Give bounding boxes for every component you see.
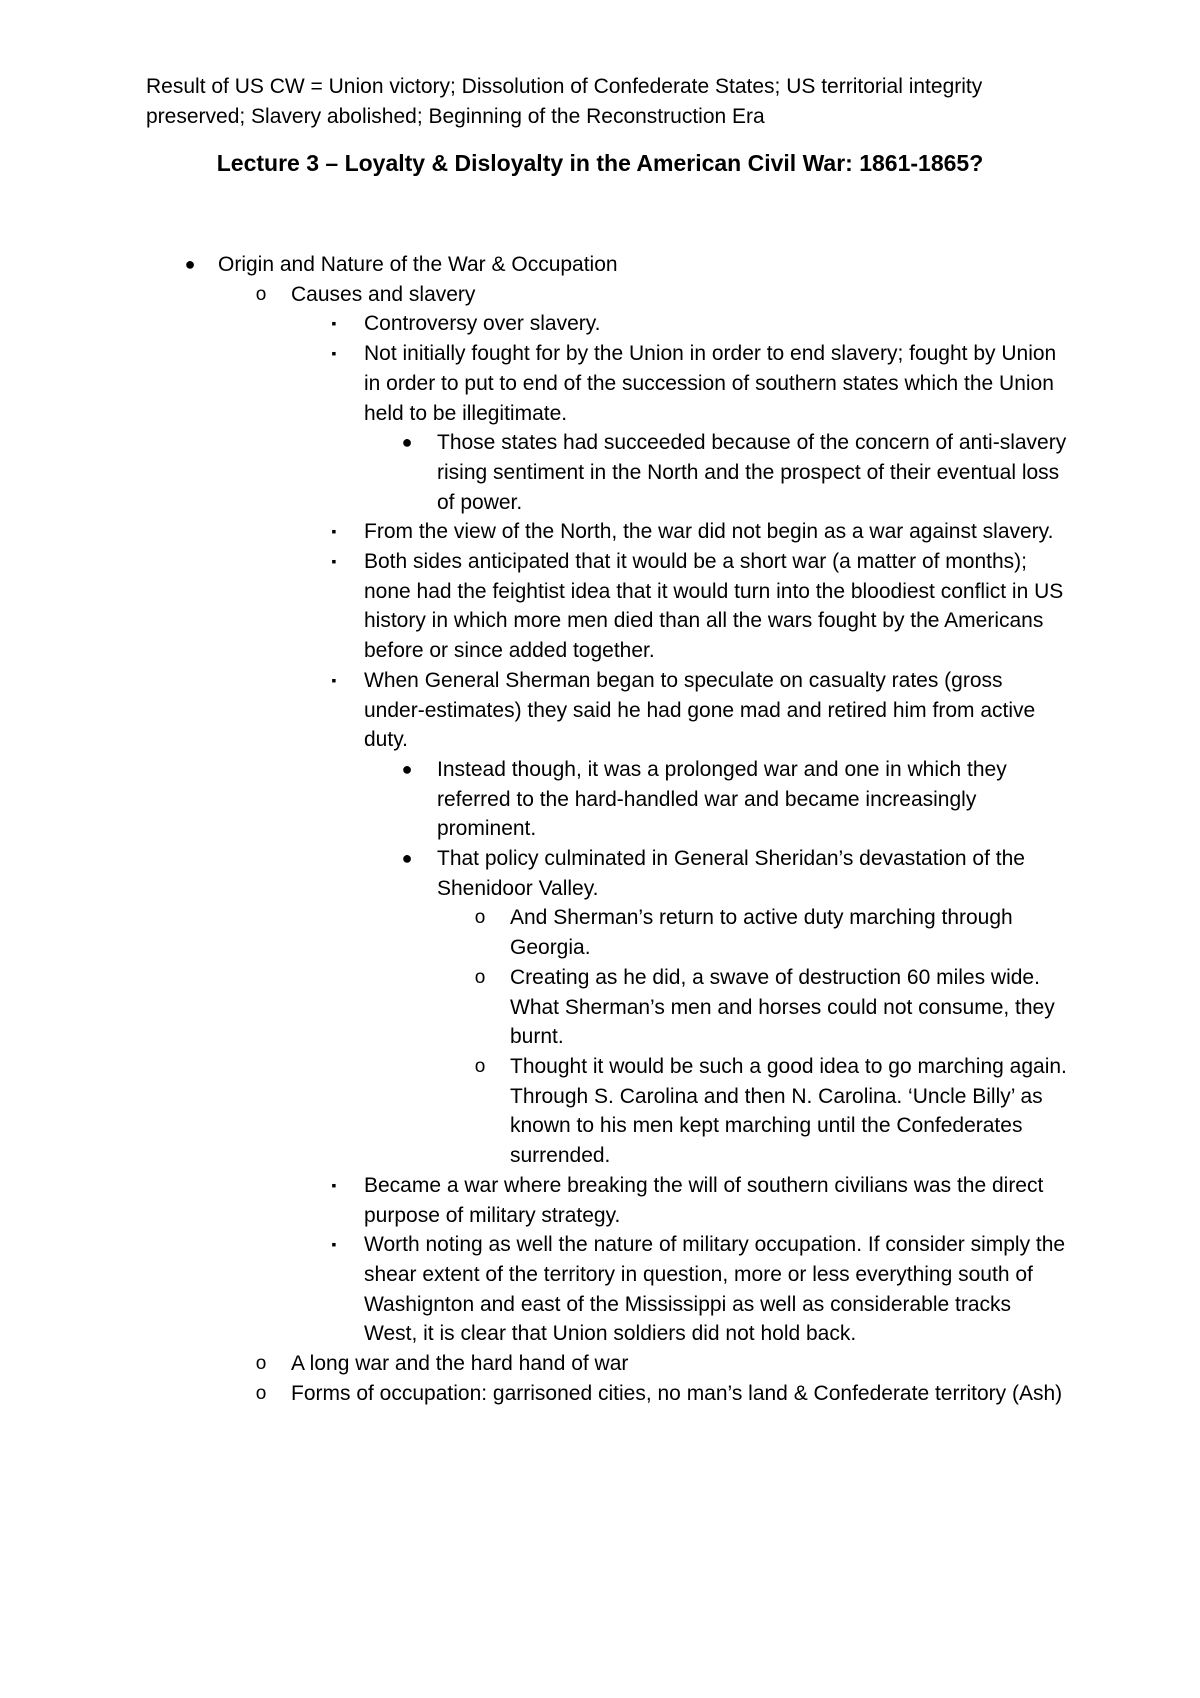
outline-item-level-2 <box>0 1349 1067 1379</box>
outline-item-level-4 <box>0 755 1067 844</box>
bullet-icon: ● <box>401 848 413 869</box>
outline-item-text: Worth noting as well the nature of military occupation. If consider simply the shear extent of the territory in question, more or less everything south of Washignton and east of the Mississippi as well as considerable tracks West, it is clear that Union soldiers did not hold back. <box>364 1233 1066 1346</box>
outline-item-text: Forms of occupation: garrisoned cities, no man’s land & Confederate territory (Ash) <box>291 1381 1063 1405</box>
page-title: Lecture 3 – Loyalty & Disloyalty in the American Civil War: 1861-1865? <box>216 150 984 176</box>
bullet-icon: ▪ <box>331 345 337 362</box>
outline-item-text: That policy culminated in General Sheridan’s devastation of the Shenidoor Valley. <box>437 847 1025 900</box>
outline-item-level-3 <box>0 1171 1067 1230</box>
bullet-icon: ● <box>401 432 413 453</box>
intro-summary: Result of US CW = Union victory; Dissolution of Confederate States; US territorial integrity preserved; Slavery abolished; Beginning of the Reconstruction Era <box>146 75 983 128</box>
outline-item-level-3 <box>0 1230 1067 1349</box>
outline-item-level-5 <box>0 903 1067 962</box>
outline-item-text: A long war and the hard hand of war <box>291 1352 629 1376</box>
bullet-icon: o <box>255 1353 267 1375</box>
outline-item-text: Creating as he did, a swave of destruction 60 miles wide. What Sherman’s men and horses could not consume, they burnt. <box>510 965 1055 1049</box>
bullet-icon: o <box>474 1055 486 1077</box>
outline-item-text: Both sides anticipated that it would be a short war (a matter of months); none had the feightist idea that it would turn into the bloodiest conflict in US history in which more men died than all the wars fought by the Americans before or since added together. <box>364 550 1064 663</box>
bullet-icon: o <box>474 966 486 988</box>
outline-item-text: Instead though, it was a prolonged war and one in which they referred to the hard-handled war and became increasingly prominent. <box>437 757 1007 841</box>
bullet-icon: ● <box>184 254 196 274</box>
outline-item-text: Became a war where breaking the will of southern civilians was the direct purpose of military strategy. <box>364 1173 1044 1227</box>
bullet-icon: o <box>474 907 486 929</box>
bullet-icon: ▪ <box>331 1236 337 1253</box>
outline-item-text: Not initially fought for by the Union in order to end slavery; fought by Union in order to put to end of the succession of southern states which the Union held to be illegitimate. <box>364 342 1057 425</box>
outline-item-level-4 <box>0 844 1067 903</box>
bullet-icon: ● <box>401 758 413 779</box>
bullet-icon: ▪ <box>331 553 337 570</box>
outline-item-level-5 <box>0 1052 1067 1171</box>
outline-item-level-3 <box>0 666 1067 755</box>
bullet-icon: ▪ <box>331 1176 337 1193</box>
outline-item-level-3 <box>0 517 1067 547</box>
outline-item-level-1 <box>0 250 1068 280</box>
outline-item-text: Controversy over slavery. <box>364 312 601 336</box>
outline-item-level-3 <box>0 547 1067 666</box>
outline-item-text: Origin and Nature of the War & Occupation <box>218 253 618 276</box>
bullet-icon: o <box>255 1382 267 1404</box>
bullet-icon: ▪ <box>331 671 337 688</box>
bullet-icon: ▪ <box>331 523 337 540</box>
outline-item-text: From the view of the North, the war did not begin as a war against slavery. <box>364 520 1054 544</box>
outline-item-level-3 <box>0 309 1067 339</box>
outline-item-level-3 <box>0 339 1067 428</box>
outline-item-text: Causes and slavery <box>291 282 476 306</box>
outline-item-text: And Sherman’s return to active duty marching through Georgia. <box>510 906 1013 960</box>
bullet-icon: o <box>255 283 267 305</box>
outline-item-text: When General Sherman began to speculate on casualty rates (gross under-estimates) they said he had gone mad and retired him from active duty. <box>364 668 1036 752</box>
outline-item-text: Thought it would be such a good idea to go marching again. Through S. Carolina and then N. Carolina. ‘Uncle Billy’ as known to his men kept marching until the Confederates surrended. <box>510 1054 1067 1168</box>
outline-item-level-2 <box>0 280 1067 310</box>
outline-item-text: Those states had succeeded because of the concern of anti-slavery rising sentiment in the North and the prospect of their eventual loss of power. <box>437 431 1067 514</box>
outline-item-level-2 <box>0 1379 1067 1409</box>
outline-item-level-5 <box>0 963 1067 1052</box>
lecture-outline <box>0 250 1200 1408</box>
bullet-icon: ▪ <box>331 315 337 332</box>
outline-item-level-4 <box>0 428 1067 517</box>
